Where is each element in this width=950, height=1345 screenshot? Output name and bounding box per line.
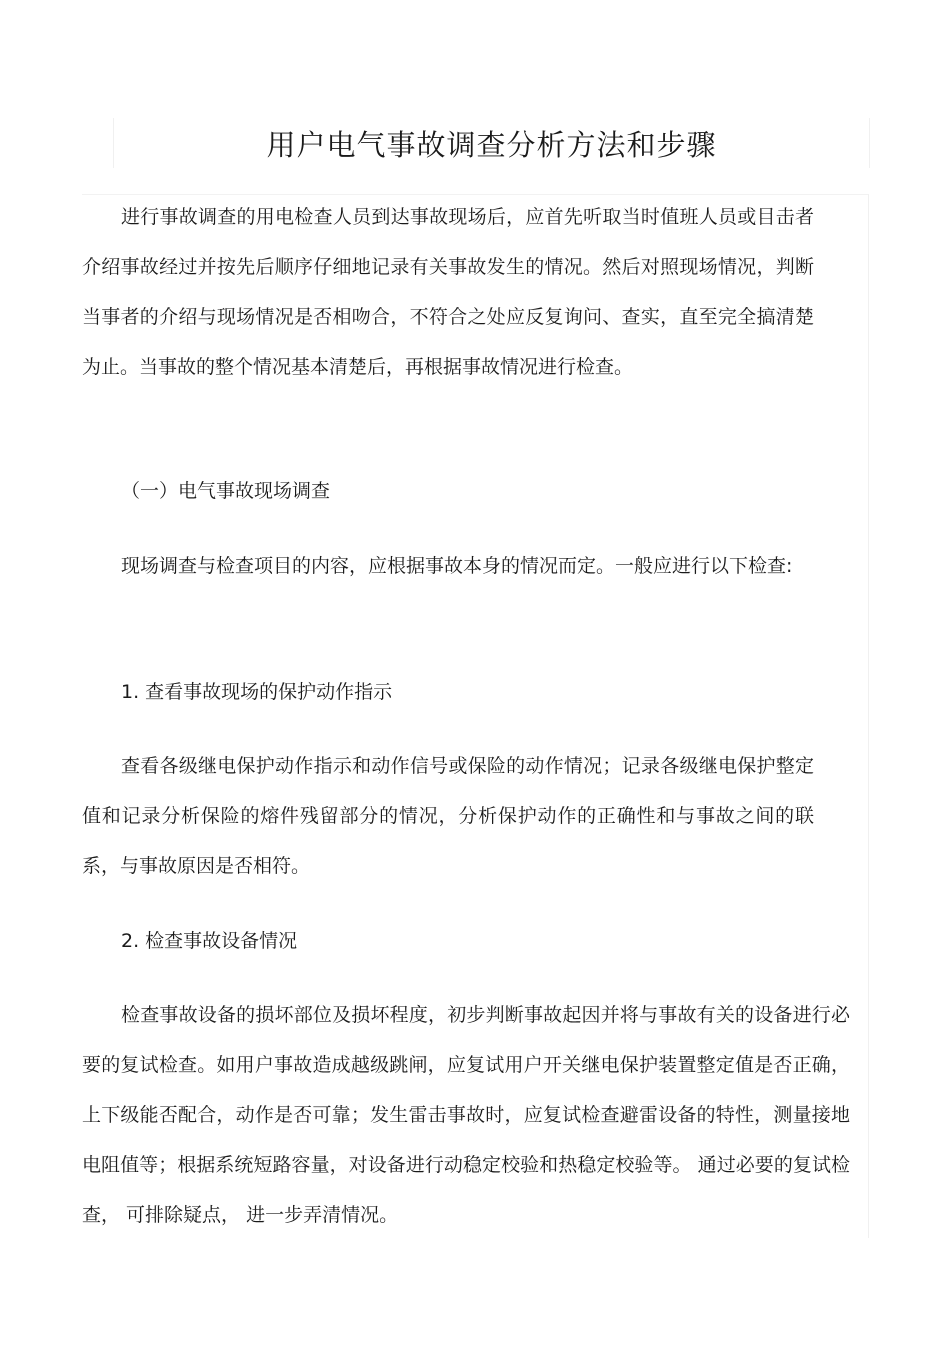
item-heading-equipment-check: 2. 检查事故设备情况: [121, 930, 298, 952]
section-heading-site-investigation: （一）电气事故现场调查: [121, 480, 331, 502]
paragraph-intro: 进行事故调查的用电检查人员到达事故现场后，应首先听取当时值班人员或目击者介绍事故经过并按先后顺序仔细地记录有关事故发生的情况。然后对照现场情况，判断当事者的介绍与现场情况是否相吻合，不符合之处应反复询问、查实，直至完全搞清楚为止。当事故的整个情况基本清楚后，再根据事故情况进行检查。: [82, 206, 814, 378]
paragraph-equipment-check: 检查事故设备的损坏部位及损坏程度，初步判断事故起因并将与事故有关的设备进行必要的复试检查。如用户事故造成越级跳闸，应复试用户开关继电保护装置整定值是否正确，上下级能否配合，动作是否可靠；发生雷击事故时，应复试检查避雷设备的特性，测量接地电阻值等；根据系统短路容量，对设备进行动稳定校验和热稳定校验等。 通过必要的复试检查， 可排除疑点， 进一步弄清情况。: [82, 1004, 850, 1226]
title-box: [113, 118, 870, 168]
document-title: 用户电气事故调查分析方法和步骤: [266, 127, 717, 162]
paragraph-protection-indication: 查看各级继电保护动作指示和动作信号或保险的动作情况；记录各级继电保护整定值和记录分析保险的熔件残留部分的情况，分析保护动作的正确性和与事故之间的联系，与事故原因是否相符。: [82, 755, 814, 877]
paragraph-section-intro: 现场调查与检查项目的内容，应根据事故本身的情况而定。一般应进行以下检查:: [121, 555, 793, 577]
item-heading-protection-indication: 1. 查看事故现场的保护动作指示: [121, 681, 393, 703]
